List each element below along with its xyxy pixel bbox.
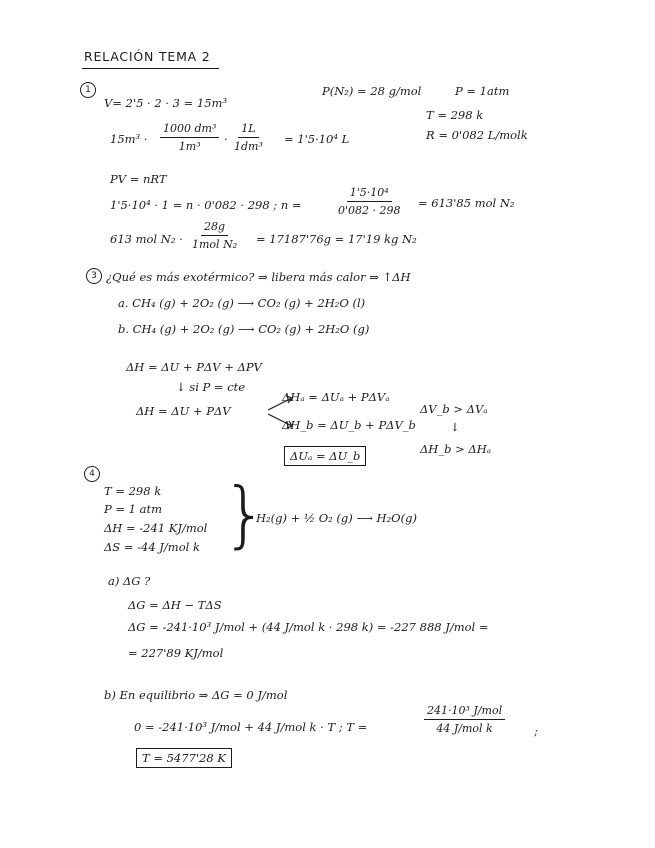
mass-fraction-den: 1mol N₂ <box>192 238 238 251</box>
gibbs-equation: ΔG = ΔH − TΔS <box>128 598 222 612</box>
exercise-3-number: 3 <box>86 268 102 284</box>
temperature-fraction-den: 44 J/mol k <box>436 722 493 735</box>
exercise-4-number: 4 <box>84 466 100 482</box>
reaction-a: a. CH₄ (g) + 2O₂ (g) ⟶ CO₂ (g) + 2H₂O (l) <box>118 296 366 310</box>
mass-fraction-num: 28g <box>201 220 228 236</box>
enthalpy-a: ΔHₐ = ΔUₐ + PΔVₐ <box>282 390 390 404</box>
mass-lead: 613 mol N₂ · <box>110 232 183 246</box>
internal-energy-equal-box: ΔUₐ = ΔU_b <box>284 446 366 466</box>
constant-pressure-note: ↓ si P = cte <box>176 380 246 394</box>
temperature-value: T = 298 k <box>426 108 484 122</box>
given-temperature: T = 298 k <box>104 484 162 498</box>
equilibrium-equation: 0 = -241·10³ J/mol + 44 J/mol k · T ; T = <box>134 720 368 734</box>
ideal-gas-law: PV = nRT <box>110 172 167 186</box>
enthalpy-compare: ΔH_b > ΔHₐ <box>420 442 492 456</box>
page-title: RELACIÓN TEMA 2 <box>84 49 211 64</box>
part-a-question: a) ΔG ? <box>108 574 151 588</box>
ideal-gas-substitution: 1'5·10⁴ · 1 = n · 0'082 · 298 ; n = <box>110 198 302 212</box>
moles-result: = 613'85 mol N₂ <box>418 196 515 210</box>
moles-fraction-num: 1'5·10⁴ <box>347 186 392 202</box>
enthalpy-b: ΔH_b = ΔU_b + PΔV_b <box>282 418 416 432</box>
pressure-value: P = 1atm <box>455 84 510 98</box>
molar-mass: P(N₂) = 28 g/mol <box>322 84 422 98</box>
volume-calc: V= 2'5 · 2 · 3 = 15m³ <box>104 96 228 110</box>
reaction-b: b. CH₄ (g) + 2O₂ (g) ⟶ CO₂ (g) + 2H₂O (g) <box>118 322 370 336</box>
gibbs-substitution: ΔG = -241·10³ J/mol + (44 J/mol k · 298 k) = -227 888 J/mol = <box>128 620 489 634</box>
volume-compare: ΔV_b > ΔVₐ <box>420 402 488 416</box>
conversion-fraction-2-den: 1dm³ <box>234 140 263 153</box>
temperature-fraction-semicolon: ; <box>534 724 538 738</box>
reaction-formation-water: H₂(g) + ½ O₂ (g) ⟶ H₂O(g) <box>256 511 417 525</box>
temperature-fraction-num: 241·10³ J/mol <box>424 704 505 720</box>
given-pressure: P = 1 atm <box>104 502 163 516</box>
conversion-fraction-1-den: 1m³ <box>178 140 201 153</box>
enthalpy-definition: ΔH = ΔU + PΔV + ΔPV <box>126 360 262 374</box>
exothermic-question: ¿Qué es más exotérmico? ⇒ libera más calor ⇒ ↑ΔH <box>106 270 411 284</box>
gas-constant: R = 0'082 L/molk <box>426 128 528 142</box>
enthalpy-simplified: ΔH = ΔU + PΔV <box>136 404 231 418</box>
data-brace: } <box>222 472 268 556</box>
part-b-equilibrium: b) En equilibrio ⇒ ΔG = 0 J/mol <box>104 688 288 702</box>
gibbs-result: = 227'89 KJ/mol <box>128 646 224 660</box>
conversion-result: = 1'5·10⁴ L <box>284 132 350 146</box>
conversion-dot: · <box>224 132 228 146</box>
conversion-fraction-2-num: 1L <box>238 122 258 138</box>
exercise-1-number: 1 <box>80 82 96 98</box>
temperature-result-box: T = 5477'28 K <box>136 748 232 768</box>
temperature-fraction <box>424 704 505 735</box>
conversion-fraction-1-num: 1000 dm³ <box>160 122 219 138</box>
mass-result: = 17187'76g = 17'19 kg N₂ <box>256 232 417 246</box>
implies-arrow: ↓ <box>450 420 460 434</box>
conversion-lead: 15m³ · <box>110 132 148 146</box>
given-entropy: ΔS = -44 J/mol k <box>104 540 200 554</box>
given-enthalpy: ΔH = -241 KJ/mol <box>104 521 208 535</box>
moles-fraction-den: 0'082 · 298 <box>338 204 401 217</box>
